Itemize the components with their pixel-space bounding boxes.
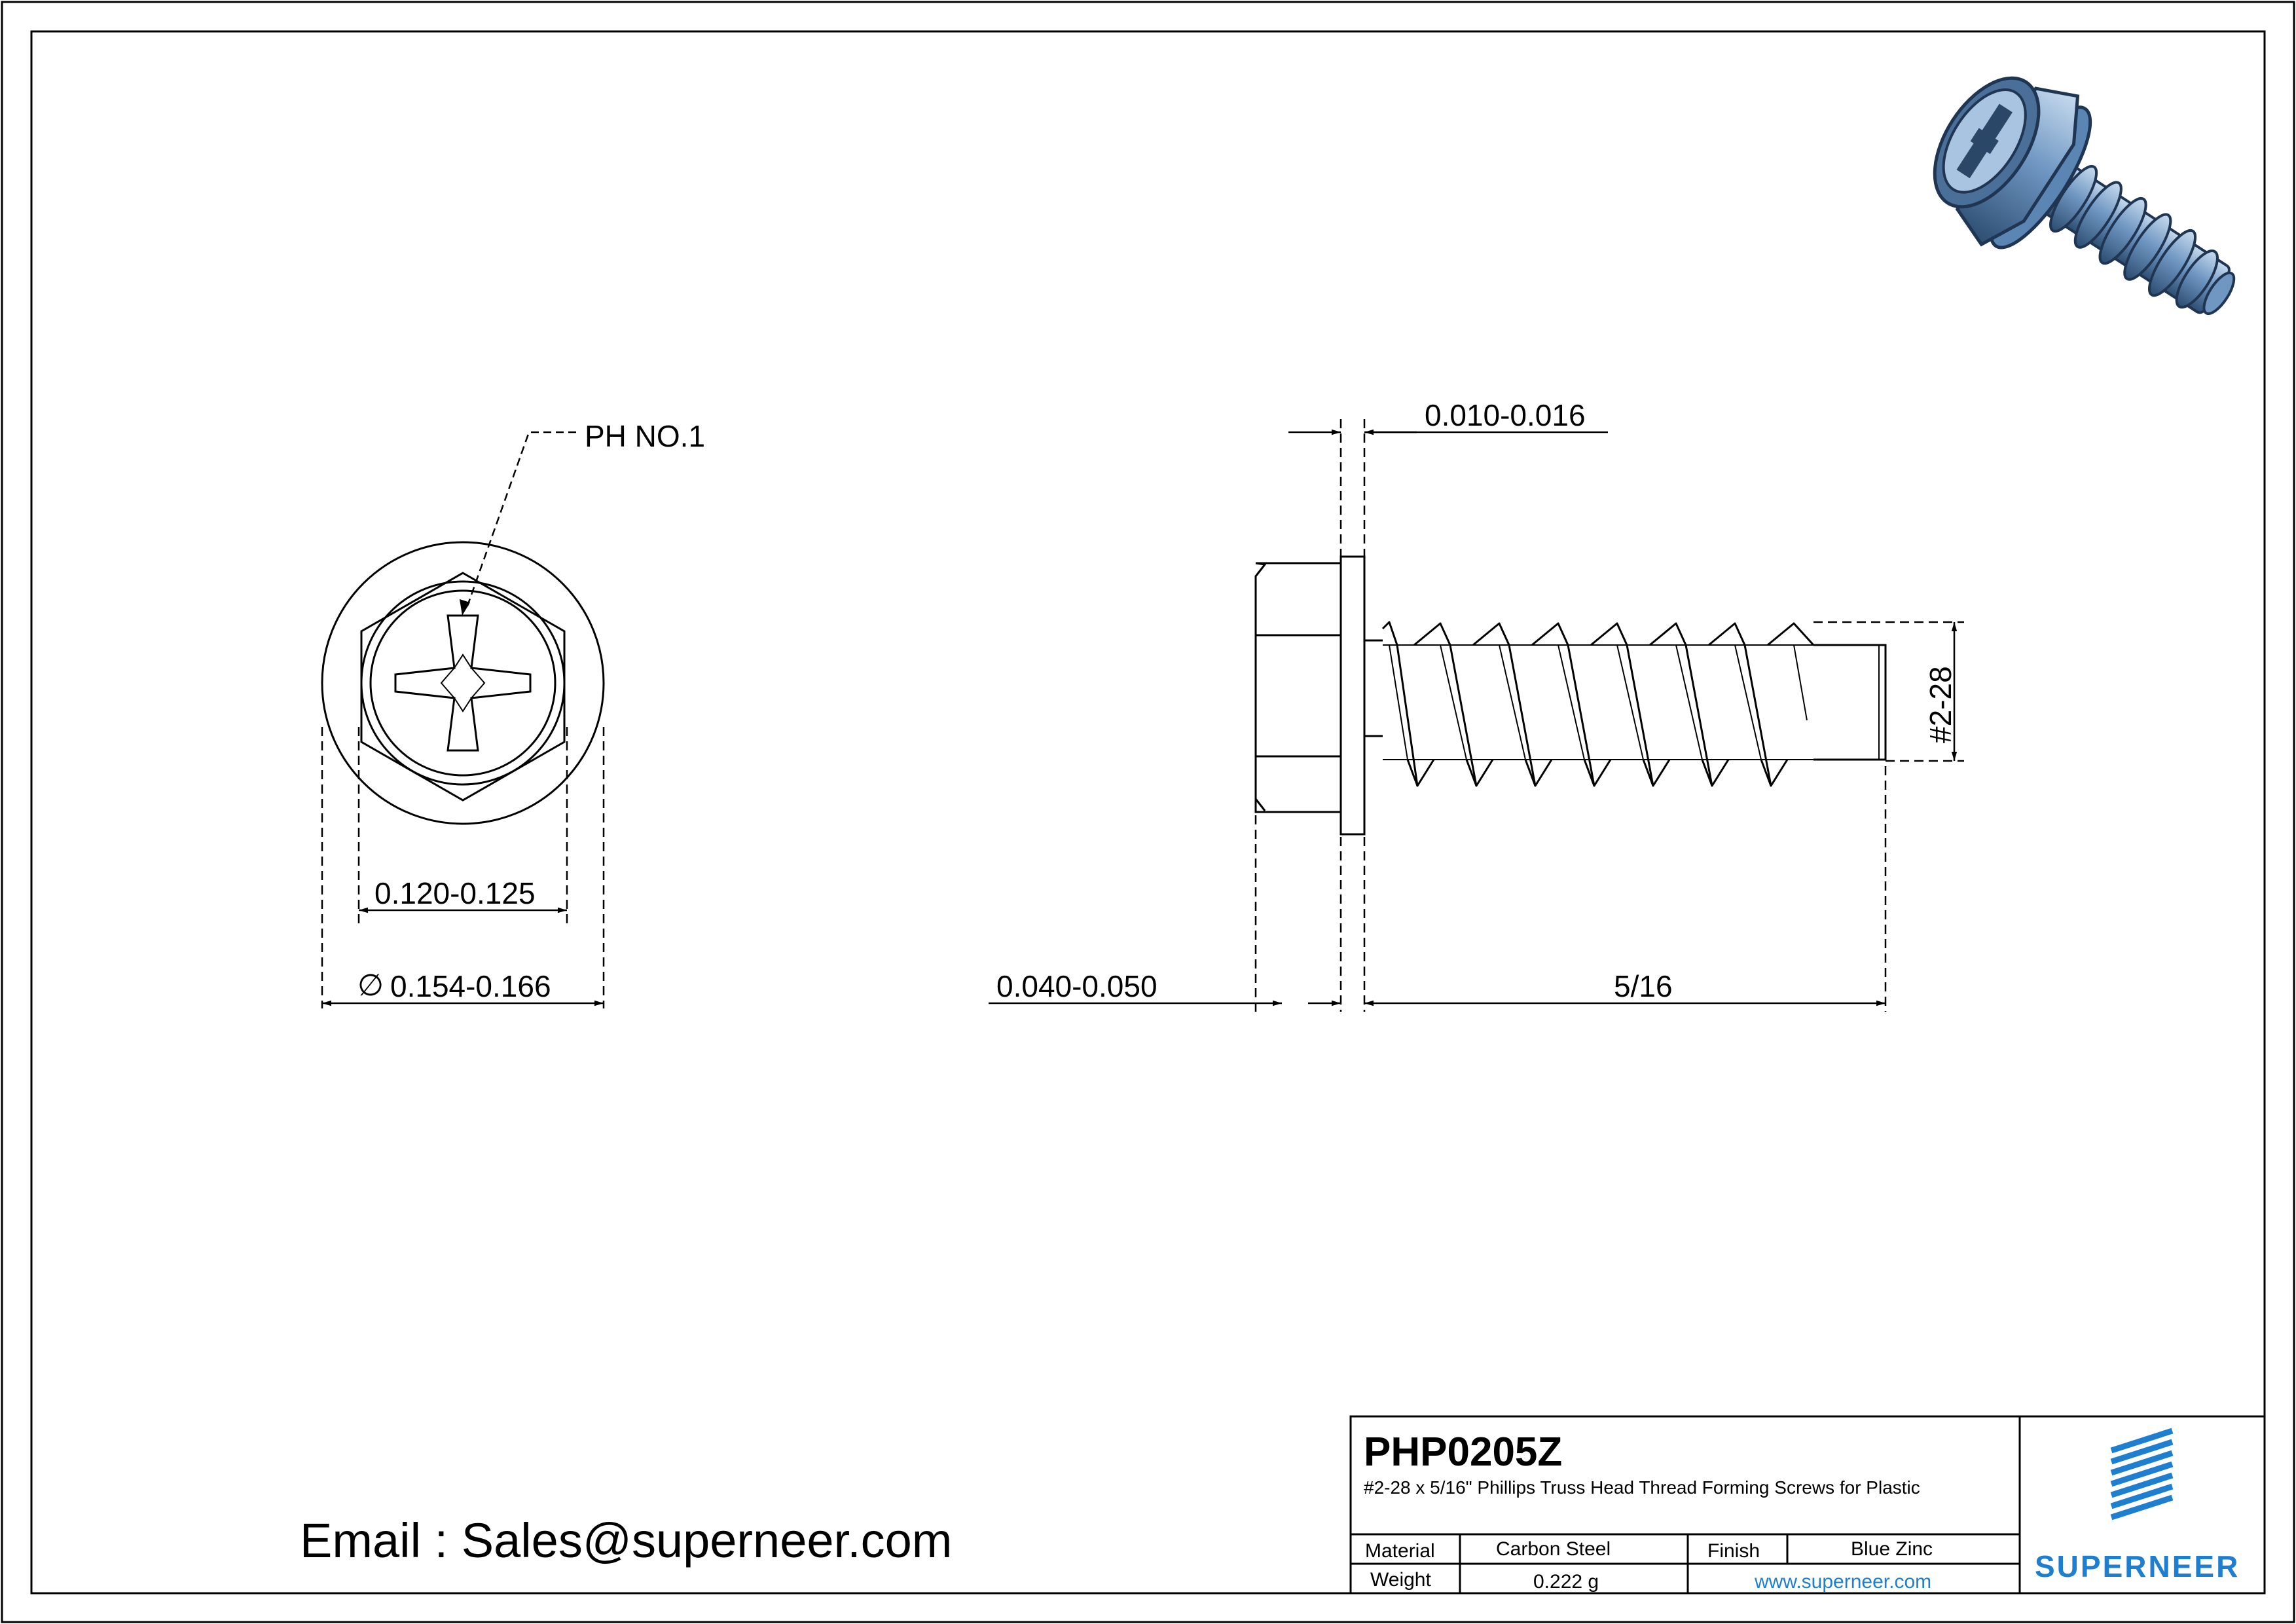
across-flats-value: 0.120-0.125 xyxy=(374,876,536,910)
brand-logo-icon xyxy=(2111,1431,2172,1517)
washer-diameter-dimension xyxy=(322,727,604,1008)
washer-diameter-value: 0.154-0.166 xyxy=(390,969,551,1003)
washer-flange-side xyxy=(1341,557,1364,834)
drawing-frame xyxy=(31,31,2265,1593)
finish-value: Blue Zinc xyxy=(1851,1538,1933,1560)
thread-form xyxy=(1383,622,1813,786)
head-height-value: 0.040-0.050 xyxy=(996,969,1157,1003)
recess-label: PH NO.1 xyxy=(585,419,706,453)
weight-label: Weight xyxy=(1370,1569,1431,1591)
recess-leader xyxy=(460,419,705,616)
material-value: Carbon Steel xyxy=(1496,1538,1611,1560)
head-top-inner-circle xyxy=(371,591,555,775)
head-view xyxy=(322,542,604,824)
contact-email[interactable]: Email : Sales@superneer.com xyxy=(300,1513,953,1568)
side-view xyxy=(1256,557,1886,834)
phillips-recess-icon xyxy=(395,616,530,750)
part-number: PHP0205Z xyxy=(1364,1430,1563,1475)
washer-outline xyxy=(322,542,604,824)
hex-head-side xyxy=(1256,563,1341,812)
website-link[interactable]: www.superneer.com xyxy=(1755,1571,1932,1593)
screw-3d-render xyxy=(1904,46,2275,373)
washer-thickness-dimension xyxy=(1288,419,1608,1012)
brand-name: SUPERNEER xyxy=(2035,1549,2240,1583)
diameter-symbol: ∅ xyxy=(357,968,384,1002)
washer-thickness-value: 0.010-0.016 xyxy=(1425,398,1586,432)
material-label: Material xyxy=(1365,1540,1435,1562)
thread-size-value: #2-28 xyxy=(1923,666,1958,743)
part-description: #2-28 x 5/16" Phillips Truss Head Thread Forming Screws for Plastic xyxy=(1364,1477,1920,1498)
outer-border xyxy=(2,2,2294,1622)
length-value: 5/16 xyxy=(1614,969,1673,1003)
finish-label: Finish xyxy=(1707,1540,1760,1562)
weight-value: 0.222 g xyxy=(1533,1571,1599,1593)
screw-tip xyxy=(1813,645,1886,760)
